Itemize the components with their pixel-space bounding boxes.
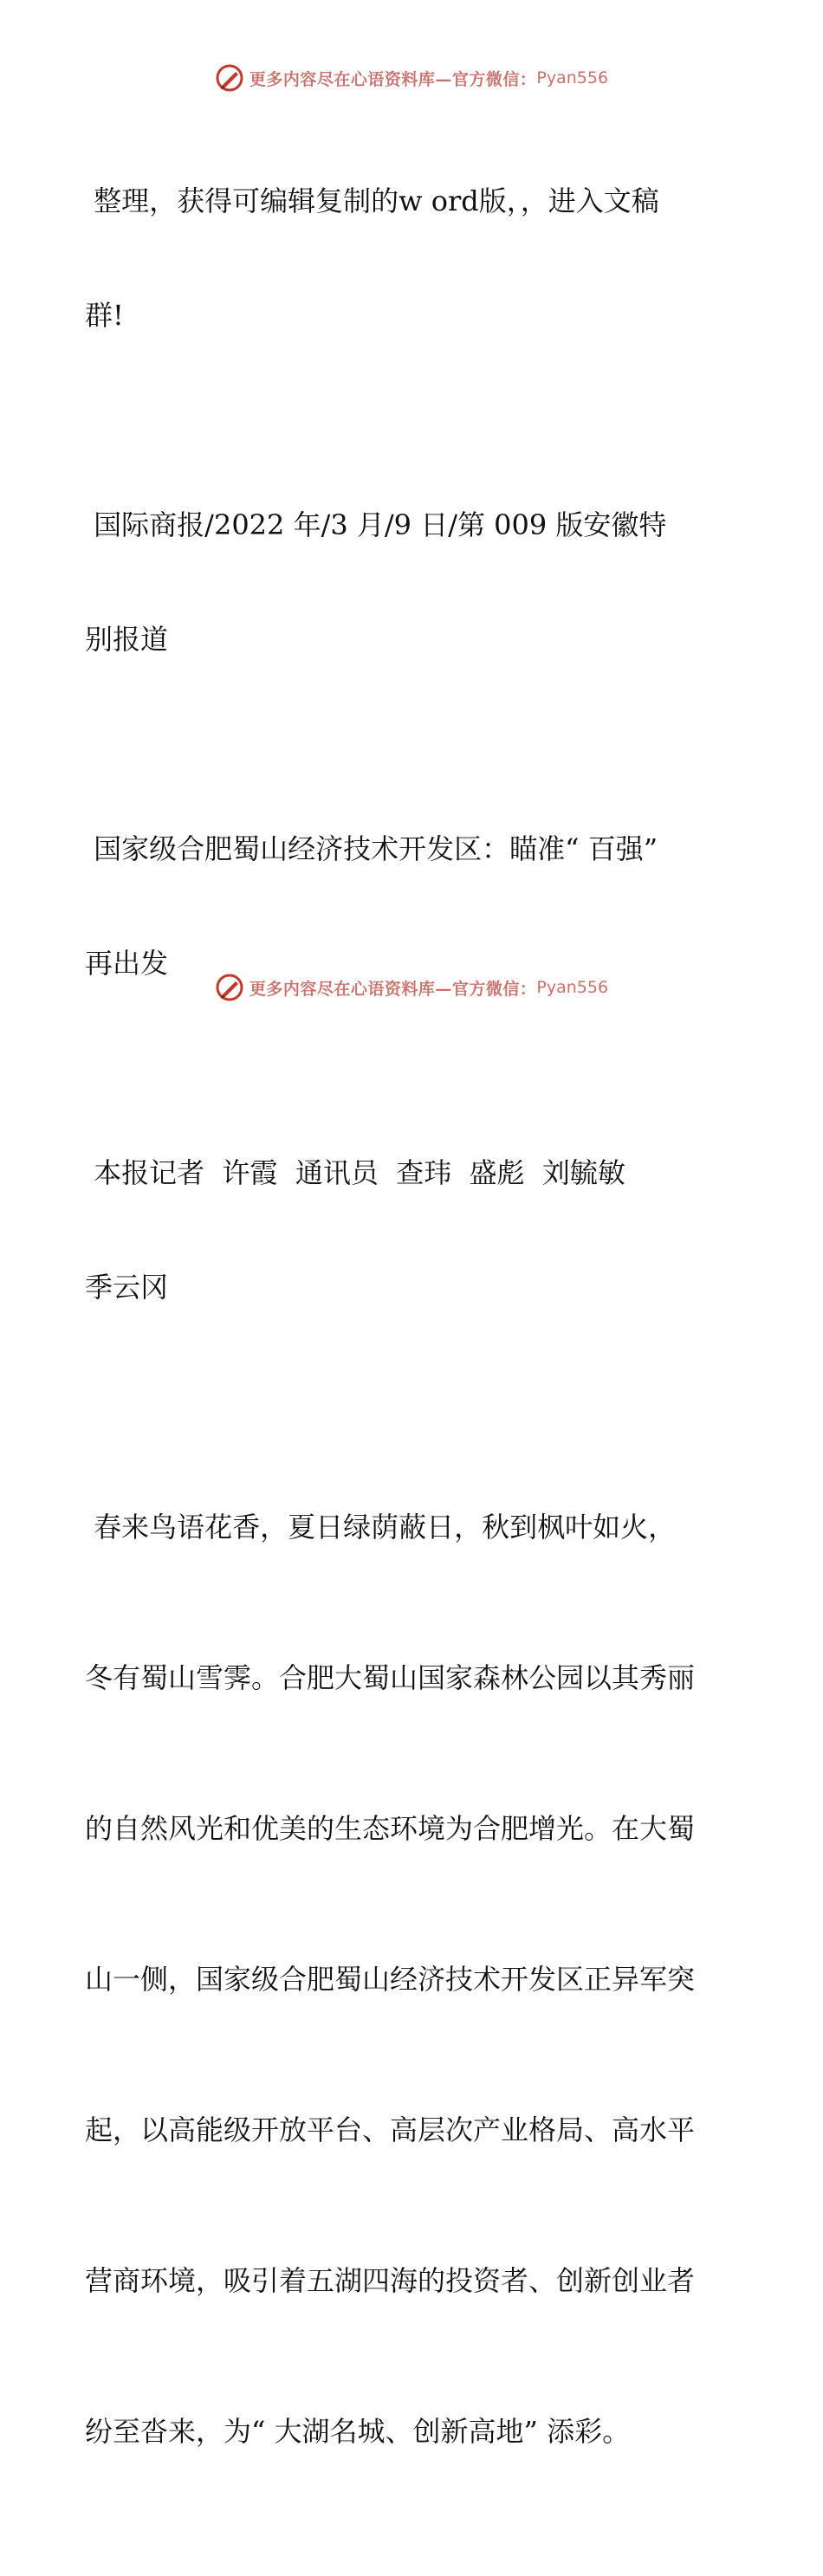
text-line: 国家级合肥蜀山经济技术开发区：瞄准“ 百强”: [85, 832, 658, 865]
watermark-id: Pyan556: [536, 978, 609, 997]
paragraph-byline: [85, 1078, 743, 1382]
text-line: 纷至沓来，为“ 大湖名城、创新高地” 添彩。: [85, 2415, 631, 2448]
text-line: 季云冈: [85, 1271, 169, 1304]
text-line: 冬有蜀山雪霁。合肥大蜀山国家森林公园以其秀丽: [85, 1661, 696, 1694]
paragraph-source: [85, 430, 743, 735]
pen-logo-icon: [215, 973, 244, 1002]
text-line: 的自然风光和优美的生态环境为合肥增光。在大蜀: [85, 1812, 696, 1845]
text-line: 国际商报/2022 年/3 月/9 日/第 009 版安徽特: [85, 508, 667, 541]
watermark-id: Pyan556: [536, 68, 609, 87]
watermark-text: 更多内容尽在心语资料库—官方微信：: [249, 979, 537, 999]
watermark-text: 更多内容尽在心语资料库—官方微信：: [249, 69, 537, 89]
text-line: 春来鸟语花香，夏日绿荫蔽日，秋到枫叶如火，: [85, 1511, 677, 1544]
text-line: 山一侧，国家级合肥蜀山经济技术开发区正异军突: [85, 1963, 696, 1996]
paragraph-body: [85, 1401, 743, 2557]
document-body: [85, 106, 743, 2576]
text-line: 群!: [85, 299, 124, 332]
header-watermark: [0, 61, 823, 95]
footer-watermark: [0, 970, 823, 1005]
text-line: 别报道: [85, 623, 169, 656]
paragraph-title: [85, 754, 743, 1058]
text-line: 再出发: [85, 947, 169, 980]
text-line: 整理，获得可编辑复制的w ord版，，进入文稿: [85, 184, 659, 217]
text-line: 本报记者 许霞 通讯员 查玮 盛彪 刘毓敏: [85, 1156, 625, 1189]
pen-logo-icon: [215, 63, 244, 93]
text-line: 起，以高能级开放平台、高层次产业格局、高水平: [85, 2113, 696, 2146]
text-line: 营商环境，吸引着五湖四海的投资者、创新创业者: [85, 2264, 696, 2297]
paragraph-intro: [85, 106, 743, 411]
